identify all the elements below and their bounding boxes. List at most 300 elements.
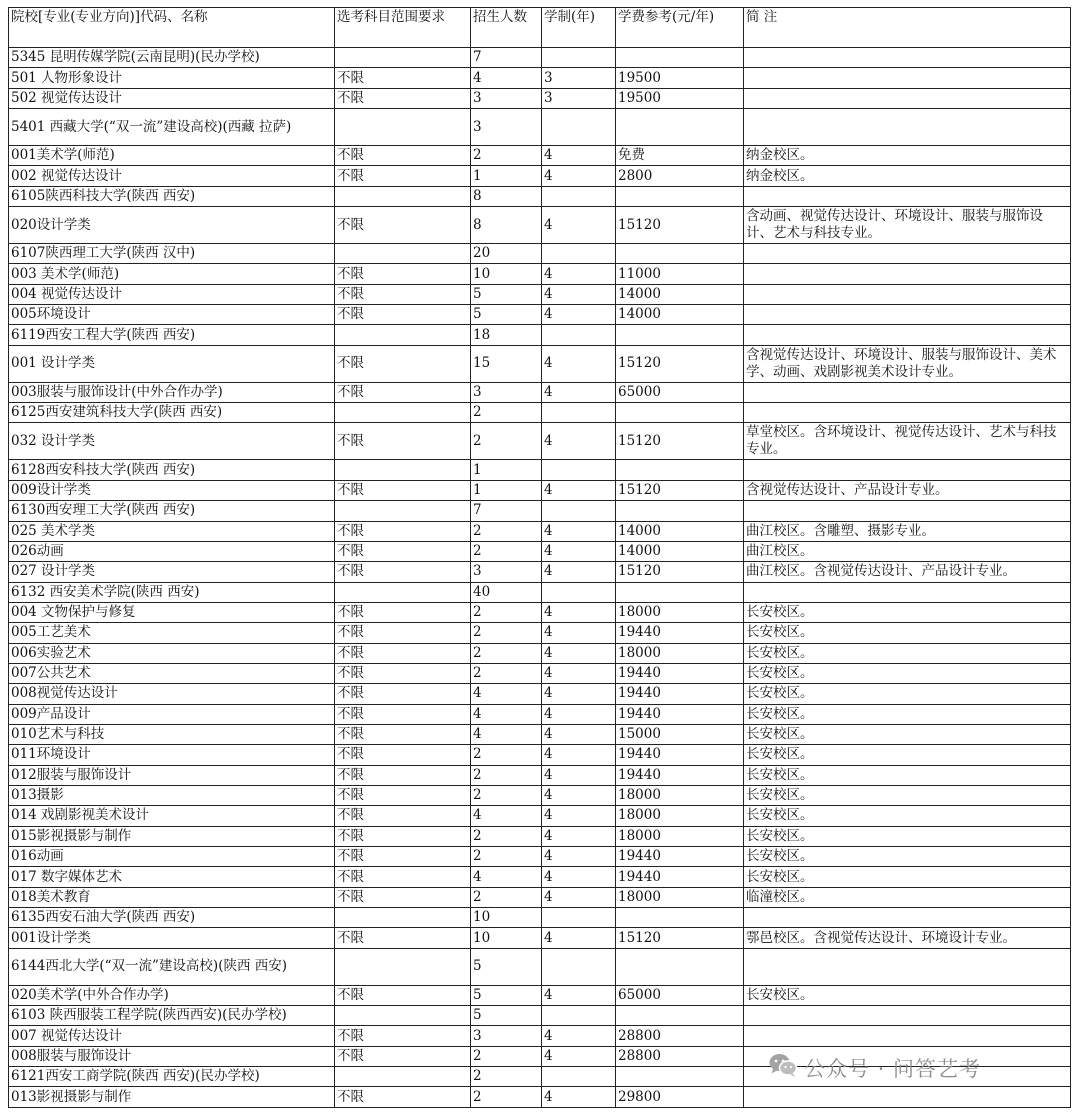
cell-years: 4	[542, 264, 616, 284]
cell-years: 4	[542, 1087, 616, 1107]
cell-fee: 18000	[616, 643, 744, 663]
cell-years: 4	[542, 382, 616, 402]
cell-enrollment: 10	[471, 264, 542, 284]
cell-subject-requirement	[335, 1067, 471, 1087]
cell-enrollment: 3	[471, 562, 542, 582]
cell-subject-requirement: 不限	[335, 146, 471, 166]
cell-years: 4	[542, 1026, 616, 1046]
header-subject-requirement: 选考科目范围要求	[335, 8, 471, 48]
table-row	[9, 623, 1071, 643]
cell-fee	[616, 403, 744, 423]
cell-years: 4	[542, 847, 616, 867]
cell-note: 长安校区。	[744, 765, 1071, 785]
cell-years: 4	[542, 704, 616, 724]
cell-note	[744, 48, 1071, 68]
cell-years: 4	[542, 541, 616, 561]
cell-major: 010艺术与科技	[9, 724, 335, 744]
cell-major: 013影视摄影与制作	[9, 1087, 335, 1107]
cell-enrollment: 4	[471, 68, 542, 88]
cell-fee: 18000	[616, 602, 744, 622]
cell-major: 008视觉传达设计	[9, 684, 335, 704]
cell-subject-requirement	[335, 403, 471, 423]
cell-subject-requirement: 不限	[335, 887, 471, 907]
table-row	[9, 785, 1071, 805]
cell-years	[542, 501, 616, 521]
header-enrollment: 招生人数	[471, 8, 542, 48]
cell-major: 6107陕西理工大学(陕西 汉中)	[9, 244, 335, 264]
cell-fee	[616, 582, 744, 602]
cell-subject-requirement: 不限	[335, 521, 471, 541]
cell-fee	[616, 244, 744, 264]
table-body	[9, 48, 1071, 1108]
cell-major: 002 视觉传达设计	[9, 166, 335, 186]
table-row	[9, 765, 1071, 785]
cell-note	[744, 1006, 1071, 1026]
cell-subject-requirement: 不限	[335, 806, 471, 826]
cell-enrollment: 7	[471, 501, 542, 521]
table-row	[9, 948, 1071, 985]
cell-fee	[616, 501, 744, 521]
table-row	[9, 1026, 1071, 1046]
cell-subject-requirement	[335, 325, 471, 345]
cell-enrollment: 3	[471, 88, 542, 108]
cell-major: 001设计学类	[9, 928, 335, 948]
cell-subject-requirement: 不限	[335, 166, 471, 186]
cell-note: 长安校区。	[744, 663, 1071, 683]
cell-major: 6121西安工商学院(陕西 西安)(民办学校)	[9, 1067, 335, 1087]
cell-fee	[616, 1067, 744, 1087]
cell-subject-requirement: 不限	[335, 684, 471, 704]
cell-years: 4	[542, 480, 616, 500]
table-row	[9, 460, 1071, 480]
table-row	[9, 146, 1071, 166]
cell-enrollment: 2	[471, 623, 542, 643]
cell-fee: 15120	[616, 480, 744, 500]
cell-note: 长安校区。	[744, 704, 1071, 724]
cell-years	[542, 109, 616, 146]
table-row	[9, 541, 1071, 561]
cell-fee: 2800	[616, 166, 744, 186]
cell-fee: 19440	[616, 745, 744, 765]
cell-major: 025 美术学类	[9, 521, 335, 541]
cell-subject-requirement: 不限	[335, 704, 471, 724]
cell-note: 含视觉传达设计、产品设计专业。	[744, 480, 1071, 500]
header-note: 简 注	[744, 8, 1071, 48]
cell-major: 6135西安石油大学(陕西 西安)	[9, 908, 335, 928]
cell-years: 4	[542, 724, 616, 744]
cell-years	[542, 1006, 616, 1026]
cell-years: 4	[542, 985, 616, 1005]
cell-note	[744, 325, 1071, 345]
table-row	[9, 345, 1071, 382]
cell-years: 4	[542, 284, 616, 304]
cell-note: 纳金校区。	[744, 146, 1071, 166]
table-row	[9, 985, 1071, 1005]
table-row	[9, 325, 1071, 345]
cell-note: 长安校区。	[744, 602, 1071, 622]
cell-note: 曲江校区。	[744, 541, 1071, 561]
cell-enrollment: 2	[471, 541, 542, 561]
cell-subject-requirement: 不限	[335, 826, 471, 846]
table-row	[9, 403, 1071, 423]
table-row	[9, 480, 1071, 500]
cell-major: 011环境设计	[9, 745, 335, 765]
cell-subject-requirement: 不限	[335, 643, 471, 663]
table-row	[9, 663, 1071, 683]
cell-subject-requirement: 不限	[335, 724, 471, 744]
cell-enrollment: 10	[471, 908, 542, 928]
cell-major: 005工艺美术	[9, 623, 335, 643]
cell-fee: 19440	[616, 704, 744, 724]
cell-subject-requirement	[335, 582, 471, 602]
cell-fee: 19440	[616, 765, 744, 785]
cell-years: 4	[542, 663, 616, 683]
table-row	[9, 1087, 1071, 1107]
cell-note	[744, 244, 1071, 264]
cell-note: 曲江校区。含雕塑、摄影专业。	[744, 521, 1071, 541]
cell-subject-requirement: 不限	[335, 602, 471, 622]
cell-years: 4	[542, 928, 616, 948]
cell-fee	[616, 48, 744, 68]
cell-fee	[616, 109, 744, 146]
header-years: 学制(年)	[542, 8, 616, 48]
cell-major: 004 文物保护与修复	[9, 602, 335, 622]
cell-major: 016动画	[9, 847, 335, 867]
cell-fee: 65000	[616, 382, 744, 402]
header-major: 院校[专业(专业方向)]代码、名称	[9, 8, 335, 48]
cell-note	[744, 582, 1071, 602]
cell-fee: 28800	[616, 1046, 744, 1066]
cell-subject-requirement: 不限	[335, 1026, 471, 1046]
cell-fee: 18000	[616, 826, 744, 846]
table-row	[9, 305, 1071, 325]
cell-fee	[616, 186, 744, 206]
cell-enrollment: 2	[471, 826, 542, 846]
cell-major: 020设计学类	[9, 207, 335, 244]
cell-subject-requirement: 不限	[335, 745, 471, 765]
cell-enrollment: 4	[471, 704, 542, 724]
cell-major: 6119西安工程大学(陕西 西安)	[9, 325, 335, 345]
cell-fee: 14000	[616, 284, 744, 304]
cell-major: 003服装与服饰设计(中外合作办学)	[9, 382, 335, 402]
cell-subject-requirement: 不限	[335, 264, 471, 284]
cell-years	[542, 403, 616, 423]
cell-subject-requirement: 不限	[335, 928, 471, 948]
cell-fee: 19440	[616, 847, 744, 867]
cell-years	[542, 325, 616, 345]
table-row	[9, 643, 1071, 663]
table-row	[9, 1006, 1071, 1026]
cell-note: 长安校区。	[744, 826, 1071, 846]
cell-note	[744, 908, 1071, 928]
cell-enrollment: 2	[471, 745, 542, 765]
cell-fee: 免费	[616, 146, 744, 166]
cell-subject-requirement	[335, 908, 471, 928]
cell-subject-requirement: 不限	[335, 88, 471, 108]
cell-note: 长安校区。	[744, 623, 1071, 643]
cell-subject-requirement: 不限	[335, 847, 471, 867]
cell-note	[744, 305, 1071, 325]
cell-years: 4	[542, 562, 616, 582]
cell-subject-requirement	[335, 460, 471, 480]
cell-fee	[616, 325, 744, 345]
cell-major: 001 设计学类	[9, 345, 335, 382]
cell-note	[744, 1087, 1071, 1107]
cell-years: 3	[542, 88, 616, 108]
cell-years: 4	[542, 345, 616, 382]
watermark	[768, 1052, 981, 1083]
cell-major: 007 视觉传达设计	[9, 1026, 335, 1046]
cell-fee: 15120	[616, 345, 744, 382]
cell-enrollment: 8	[471, 186, 542, 206]
cell-major: 017 数字媒体艺术	[9, 867, 335, 887]
cell-years: 4	[542, 207, 616, 244]
cell-major: 6105陕西科技大学(陕西 西安)	[9, 186, 335, 206]
cell-enrollment: 2	[471, 765, 542, 785]
cell-subject-requirement: 不限	[335, 785, 471, 805]
cell-years: 4	[542, 643, 616, 663]
cell-subject-requirement	[335, 186, 471, 206]
cell-enrollment: 2	[471, 602, 542, 622]
cell-subject-requirement: 不限	[335, 68, 471, 88]
cell-note: 长安校区。	[744, 643, 1071, 663]
cell-note	[744, 68, 1071, 88]
cell-enrollment: 2	[471, 887, 542, 907]
cell-note: 含动画、视觉传达设计、环境设计、服装与服饰设计、艺术与科技专业。	[744, 207, 1071, 244]
cell-years: 4	[542, 1046, 616, 1066]
cell-fee: 19440	[616, 623, 744, 643]
cell-note	[744, 501, 1071, 521]
cell-fee: 15000	[616, 724, 744, 744]
cell-fee: 15120	[616, 207, 744, 244]
cell-fee: 15120	[616, 562, 744, 582]
cell-note: 含视觉传达设计、环境设计、服装与服饰设计、美术学、动画、戏剧影视美术设计专业。	[744, 345, 1071, 382]
cell-enrollment: 2	[471, 423, 542, 460]
cell-subject-requirement	[335, 948, 471, 985]
cell-enrollment: 3	[471, 109, 542, 146]
cell-major: 5401 西藏大学(“双一流”建设高校)(西藏 拉萨)	[9, 109, 335, 146]
cell-subject-requirement	[335, 244, 471, 264]
table-row	[9, 684, 1071, 704]
cell-fee: 65000	[616, 985, 744, 1005]
cell-subject-requirement: 不限	[335, 345, 471, 382]
cell-note	[744, 264, 1071, 284]
cell-note: 长安校区。	[744, 724, 1071, 744]
cell-major: 008服装与服饰设计	[9, 1046, 335, 1066]
cell-enrollment: 8	[471, 207, 542, 244]
cell-enrollment: 3	[471, 1026, 542, 1046]
cell-fee: 15120	[616, 423, 744, 460]
cell-subject-requirement: 不限	[335, 663, 471, 683]
cell-major: 6144西北大学(“双一流”建设高校)(陕西 西安)	[9, 948, 335, 985]
cell-years: 4	[542, 305, 616, 325]
table-row	[9, 582, 1071, 602]
cell-years	[542, 1067, 616, 1087]
cell-major: 015影视摄影与制作	[9, 826, 335, 846]
table-row	[9, 109, 1071, 146]
table-row	[9, 562, 1071, 582]
cell-enrollment: 1	[471, 460, 542, 480]
cell-major: 014 戏剧影视美术设计	[9, 806, 335, 826]
cell-years: 4	[542, 785, 616, 805]
cell-years: 4	[542, 806, 616, 826]
cell-note: 鄠邑校区。含视觉传达设计、环境设计专业。	[744, 928, 1071, 948]
table-row	[9, 244, 1071, 264]
cell-note	[744, 382, 1071, 402]
table-row	[9, 724, 1071, 744]
table-row	[9, 501, 1071, 521]
cell-enrollment: 2	[471, 663, 542, 683]
cell-enrollment: 2	[471, 1087, 542, 1107]
cell-fee: 15120	[616, 928, 744, 948]
cell-years: 4	[542, 146, 616, 166]
cell-major: 005环境设计	[9, 305, 335, 325]
cell-subject-requirement: 不限	[335, 623, 471, 643]
cell-major: 009产品设计	[9, 704, 335, 724]
cell-enrollment: 15	[471, 345, 542, 382]
cell-enrollment: 5	[471, 985, 542, 1005]
table-row	[9, 264, 1071, 284]
cell-note: 临潼校区。	[744, 887, 1071, 907]
cell-years: 4	[542, 602, 616, 622]
cell-years	[542, 48, 616, 68]
cell-enrollment: 1	[471, 480, 542, 500]
cell-major: 032 设计学类	[9, 423, 335, 460]
cell-note: 草堂校区。含环境设计、视觉传达设计、艺术与科技专业。	[744, 423, 1071, 460]
cell-fee: 14000	[616, 521, 744, 541]
cell-enrollment: 4	[471, 684, 542, 704]
cell-fee: 18000	[616, 806, 744, 826]
cell-subject-requirement	[335, 109, 471, 146]
cell-subject-requirement: 不限	[335, 480, 471, 500]
table-row	[9, 806, 1071, 826]
cell-years: 4	[542, 521, 616, 541]
cell-note: 长安校区。	[744, 847, 1071, 867]
cell-years	[542, 948, 616, 985]
table-row	[9, 928, 1071, 948]
table-row	[9, 521, 1071, 541]
cell-fee	[616, 948, 744, 985]
cell-years: 4	[542, 765, 616, 785]
cell-note	[744, 948, 1071, 985]
cell-enrollment: 5	[471, 948, 542, 985]
cell-enrollment: 2	[471, 403, 542, 423]
cell-major: 502 视觉传达设计	[9, 88, 335, 108]
table-row	[9, 847, 1071, 867]
cell-years	[542, 244, 616, 264]
cell-major: 6130西安理工大学(陕西 西安)	[9, 501, 335, 521]
cell-major: 026动画	[9, 541, 335, 561]
cell-subject-requirement: 不限	[335, 867, 471, 887]
cell-enrollment: 2	[471, 643, 542, 663]
table-row	[9, 745, 1071, 765]
cell-note: 长安校区。	[744, 985, 1071, 1005]
cell-note: 长安校区。	[744, 745, 1071, 765]
table-row	[9, 602, 1071, 622]
cell-major: 501 人物形象设计	[9, 68, 335, 88]
cell-fee	[616, 460, 744, 480]
cell-years: 4	[542, 684, 616, 704]
cell-enrollment: 2	[471, 521, 542, 541]
cell-major: 020美术学(中外合作办学)	[9, 985, 335, 1005]
cell-enrollment: 2	[471, 146, 542, 166]
cell-fee: 11000	[616, 264, 744, 284]
cell-enrollment: 5	[471, 305, 542, 325]
cell-subject-requirement: 不限	[335, 1087, 471, 1107]
table-row	[9, 826, 1071, 846]
header-fee: 学费参考(元/年)	[616, 8, 744, 48]
cell-subject-requirement	[335, 1006, 471, 1026]
table-row	[9, 704, 1071, 724]
cell-enrollment: 10	[471, 928, 542, 948]
cell-years: 4	[542, 166, 616, 186]
cell-major: 5345 昆明传媒学院(云南昆明)(民办学校)	[9, 48, 335, 68]
cell-major: 003 美术学(师范)	[9, 264, 335, 284]
cell-note	[744, 403, 1071, 423]
cell-enrollment: 4	[471, 724, 542, 744]
cell-major: 007公共艺术	[9, 663, 335, 683]
cell-fee: 19500	[616, 68, 744, 88]
cell-fee: 19500	[616, 88, 744, 108]
cell-enrollment: 2	[471, 1046, 542, 1066]
cell-fee	[616, 1006, 744, 1026]
table-row	[9, 382, 1071, 402]
cell-subject-requirement: 不限	[335, 985, 471, 1005]
cell-note: 曲江校区。含视觉传达设计、产品设计专业。	[744, 562, 1071, 582]
cell-fee: 29800	[616, 1087, 744, 1107]
table-row	[9, 887, 1071, 907]
cell-years	[542, 186, 616, 206]
cell-fee: 19440	[616, 867, 744, 887]
cell-subject-requirement	[335, 501, 471, 521]
cell-fee: 18000	[616, 887, 744, 907]
cell-subject-requirement: 不限	[335, 207, 471, 244]
cell-enrollment: 18	[471, 325, 542, 345]
cell-enrollment: 2	[471, 785, 542, 805]
cell-enrollment: 2	[471, 1067, 542, 1087]
cell-years: 4	[542, 423, 616, 460]
cell-enrollment: 3	[471, 382, 542, 402]
table-row	[9, 284, 1071, 304]
cell-years: 4	[542, 867, 616, 887]
cell-subject-requirement: 不限	[335, 305, 471, 325]
cell-note	[744, 460, 1071, 480]
cell-note: 长安校区。	[744, 867, 1071, 887]
cell-enrollment: 4	[471, 806, 542, 826]
cell-years: 4	[542, 745, 616, 765]
cell-note: 长安校区。	[744, 806, 1071, 826]
cell-fee: 18000	[616, 785, 744, 805]
cell-major: 012服装与服饰设计	[9, 765, 335, 785]
watermark-text: 公众号 · 问答艺考	[804, 1056, 982, 1081]
cell-major: 009设计学类	[9, 480, 335, 500]
wechat-icon	[768, 1052, 798, 1083]
cell-note: 长安校区。	[744, 684, 1071, 704]
cell-fee: 14000	[616, 541, 744, 561]
cell-enrollment: 40	[471, 582, 542, 602]
cell-subject-requirement: 不限	[335, 562, 471, 582]
cell-major: 013摄影	[9, 785, 335, 805]
cell-subject-requirement: 不限	[335, 1046, 471, 1066]
table-header-row	[9, 8, 1071, 48]
cell-note	[744, 1026, 1071, 1046]
cell-note	[744, 186, 1071, 206]
cell-note	[744, 88, 1071, 108]
cell-years	[542, 460, 616, 480]
cell-major: 6132 西安美术学院(陕西 西安)	[9, 582, 335, 602]
cell-fee: 14000	[616, 305, 744, 325]
cell-subject-requirement: 不限	[335, 423, 471, 460]
